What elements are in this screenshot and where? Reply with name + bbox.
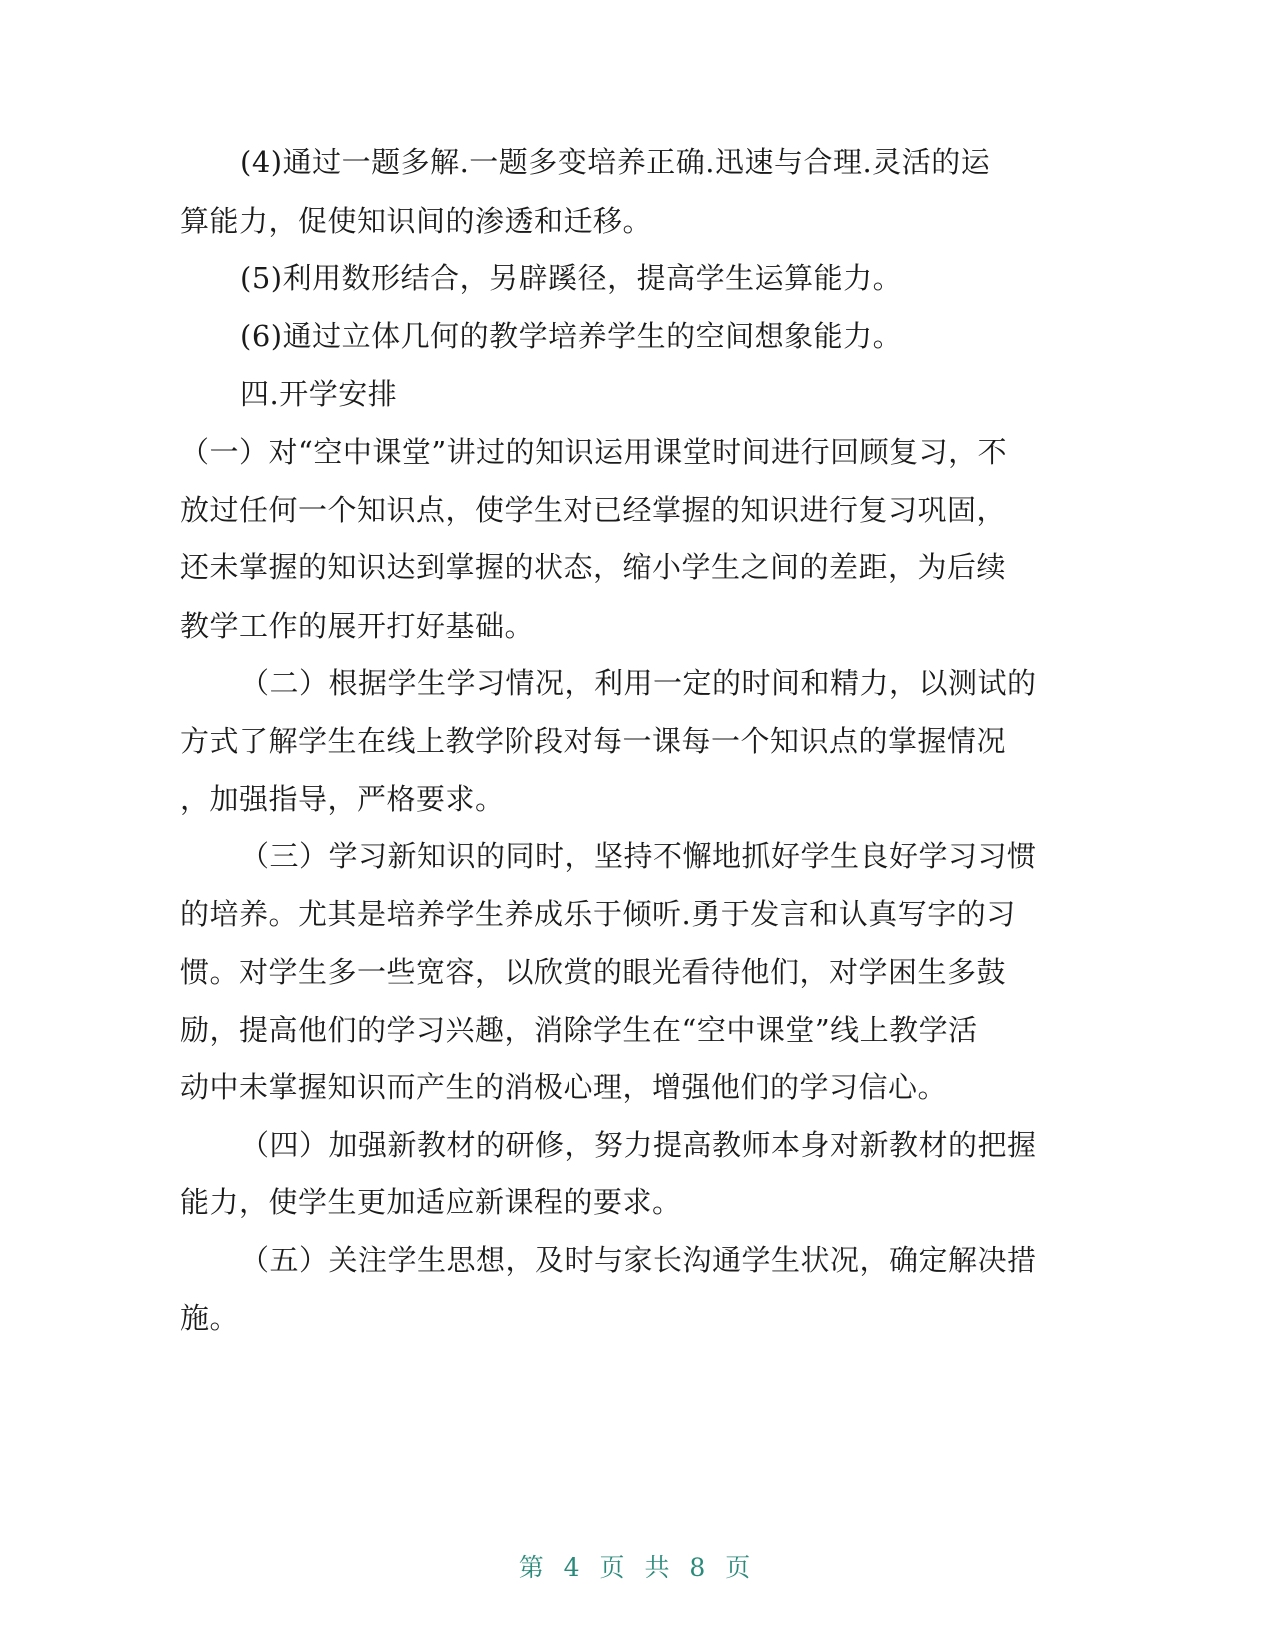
text-line: ，加强指导，严格要求。 [180,782,505,816]
page-number-footer: 第 4 页 共 8 页 [518,1553,757,1582]
text-line: 还未掌握的知识达到掌握的状态，缩小学生之间的差距，为后续 [180,550,1007,584]
text-line: 惯。对学生多一些宽容，以欣赏的眼光看待他们，对学困生多鼓 [180,955,1007,989]
text-line: （二）根据学生学习情况，利用一定的时间和精力，以测试的 [240,666,1037,700]
text-line: （三）学习新知识的同时，坚持不懈地抓好学生良好学习习惯 [240,839,1037,873]
text-line: 教学工作的展开打好基础。 [180,609,535,643]
text-line: 算能力，促使知识间的渗透和迁移。 [180,204,653,238]
text-line: 放过任何一个知识点，使学生对已经掌握的知识进行复习巩固， [180,493,1007,527]
text-line: (5)利用数形结合，另辟蹊径，提高学生运算能力。 [240,261,903,295]
text-line: 的培养。尤其是培养学生养成乐于倾听.勇于发言和认真写字的习 [180,897,1016,931]
text-line: (6)通过立体几何的教学培养学生的空间想象能力。 [240,319,903,353]
text-line: 励，提高他们的学习兴趣，消除学生在“空中课堂”线上教学活 [180,1013,978,1047]
text-line: (4)通过一题多解.一题多变培养正确.迅速与合理.灵活的运 [240,145,991,179]
text-line: （一）对“空中课堂”讲过的知识运用课堂时间进行回顾复习，不 [180,435,1008,469]
text-line: （四）加强新教材的研修，努力提高教师本身对新教材的把握 [240,1128,1037,1162]
text-line: 方式了解学生在线上教学阶段对每一课每一个知识点的掌握情况 [180,724,1007,758]
section-heading: 四.开学安排 [240,377,398,411]
text-line: 能力，使学生更加适应新课程的要求。 [180,1185,682,1219]
text-line: 动中未掌握知识而产生的消极心理，增强他们的学习信心。 [180,1070,948,1104]
text-line: 施。 [180,1301,240,1335]
text-line: （五）关注学生思想，及时与家长沟通学生状况，确定解决措 [240,1243,1037,1277]
